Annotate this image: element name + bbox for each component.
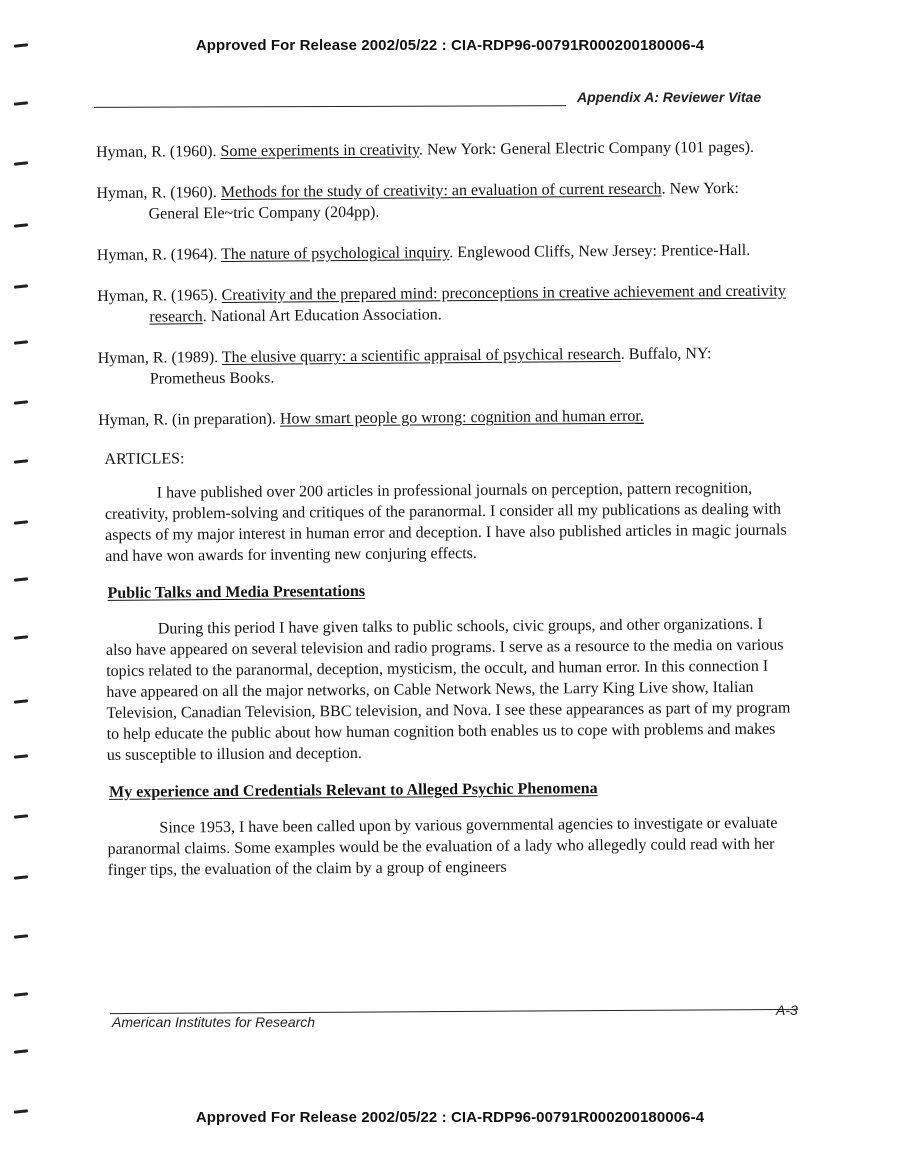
margin-marks [14, 0, 34, 1165]
articles-heading: ARTICLES: [104, 450, 185, 468]
experience-paragraph: Since 1953, I have been called upon by various governmental agencies to investigate or evaluate paranormal claims. Some examples would be the evaluation of a lady who allegedly could read with her finger tips, the evaluation of the claim by a group of engineers [107, 814, 778, 879]
reference-title: Some experiments in creativity [220, 141, 420, 161]
reference-citation: Hyman, R. (1989). [97, 349, 222, 367]
talks-heading: Public Talks and Media Presentations [107, 582, 366, 602]
page-number: A-3 [776, 1002, 798, 1018]
reference-title: The elusive quarry: a scientific appraisal of psychical research [221, 345, 621, 367]
reference-citation: Hyman, R. (1960). [96, 184, 221, 202]
reference-entry [96, 178, 786, 225]
articles-paragraph: I have published over 200 articles in professional journals on perception, pattern recognition, creativity, problem-solving and critiques of the paranormal. I consider all my publications as dealing with aspects of my major interest in human error and deception. I have also published articles in magic journals and have won awards for inventing new conjuring effects. [104, 479, 787, 565]
page-body [96, 137, 792, 899]
reference-entry [97, 240, 787, 266]
reference-title: Creativity and the prepared mind: preconceptions in creative achievement and creativity research [149, 282, 786, 326]
reference-entry [97, 281, 787, 328]
reference-citation: Hyman, R. (in preparation). [98, 410, 280, 429]
reference-publisher: . National Art Education Association. [202, 306, 442, 326]
header-rule [94, 105, 566, 108]
reference-publisher: . Englewood Cliffs, New Jersey: Prentice-Hall. [449, 241, 751, 262]
reference-publisher: . New York: General Electric Company (101 pages). [418, 138, 755, 159]
reference-entry [98, 405, 788, 431]
reference-title: How smart people go wrong: cognition and human error. [279, 407, 644, 428]
reference-publisher: . Buffalo, NY: Prometheus Books. [149, 345, 712, 388]
talks-paragraph: During this period I have given talks to public schools, civic groups, and other organizations. I also have appeared on several television and radio programs. I serve as a resource to the media on various topics related to the paranormal, deception, mysticism, the occult, and human error. In this connection I have appeared on all the major networks, on Cable Network News, the Larry King Live show, Italian Television, Canadian Television, BBC television, and Nova. I see these appearances as part of my program to help educate the public about how human cognition both enables us to cope with problems and makes us susceptible to illusion and deception. [105, 615, 791, 764]
reference-title: Methods for the study of creativity: an evaluation of current research [220, 180, 662, 202]
footer-organization: American Institutes for Research [112, 1014, 316, 1030]
appendix-title: Appendix A: Reviewer Vitae [577, 89, 762, 105]
release-banner-bottom: Approved For Release 2002/05/22 : CIA-RDP96-00791R000200180006-4 [195, 1109, 705, 1126]
reference-title: The nature of psychological inquiry [220, 244, 450, 264]
reference-citation: Hyman, R. (1960). [96, 143, 221, 161]
reference-citation: Hyman, R. (1964). [96, 246, 222, 264]
reference-publisher: . New York: General Ele~tric Company (204pp). [148, 179, 739, 223]
reference-entry [98, 343, 788, 390]
release-banner-top: Approved For Release 2002/05/22 : CIA-RDP96-00791R000200180006-4 [195, 37, 705, 54]
experience-heading: My experience and Credentials Relevant to Alleged Psychic Phenomena [109, 780, 598, 801]
reference-entry [96, 137, 786, 163]
reference-citation: Hyman, R. (1965). [97, 287, 222, 305]
